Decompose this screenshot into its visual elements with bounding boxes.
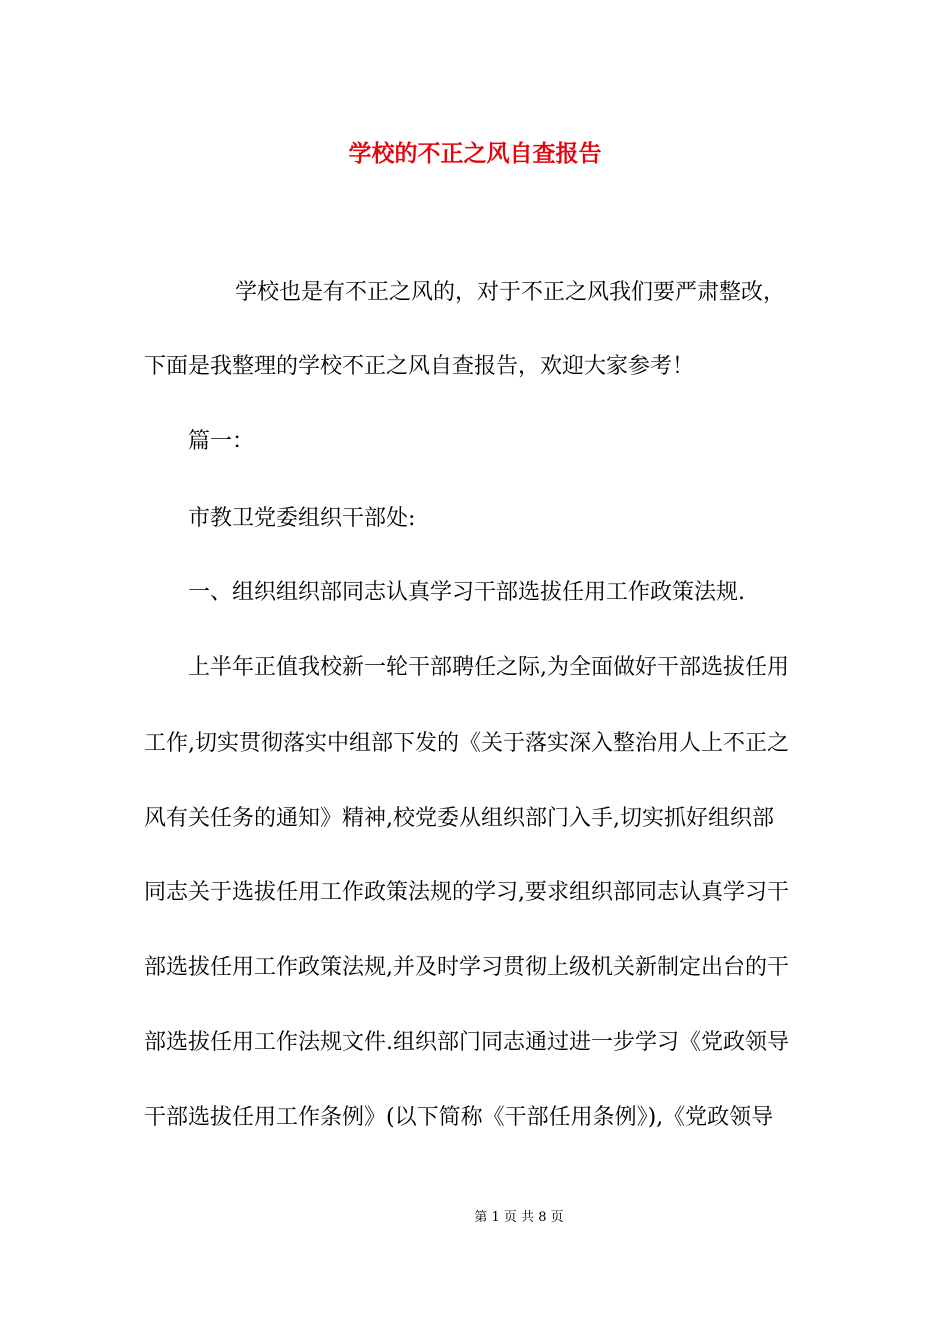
body-line-8: 部选拔任用工作法规文件.组织部门同志通过进一步学习《党政领导 <box>144 1030 789 1055</box>
item-heading-1: 一、组织组织部同志认真学习干部选拔任用工作政策法规. <box>188 580 745 605</box>
document-title: 学校的不正之风自查报告 <box>348 140 602 167</box>
body-line-1: 学校也是有不正之风的，对于不正之风我们要严肃整改， <box>235 280 786 305</box>
body-line-4: 工作,切实贯彻落实中组部下发的《关于落实深入整治用人上不正之 <box>144 731 789 756</box>
page-number-footer: 第 1 页 共 8 页 <box>474 1210 564 1225</box>
body-line-7: 部选拔任用工作政策法规,并及时学习贯彻上级机关新制定出台的干 <box>144 955 789 980</box>
addressee: 市教卫党委组织干部处: <box>188 506 416 531</box>
section-heading: 篇一： <box>188 429 255 454</box>
body-line-2: 下面是我整理的学校不正之风自查报告，欢迎大家参考！ <box>144 354 695 379</box>
body-line-3: 上半年正值我校新一轮干部聘任之际,为全面做好干部选拔任用 <box>188 655 789 680</box>
body-line-9: 干部选拔任用工作条例》(以下简称《干部任用条例》),《党政领导 <box>144 1105 774 1130</box>
body-line-5: 风有关任务的通知》精神,校党委从组织部门入手,切实抓好组织部 <box>144 806 774 831</box>
body-line-6: 同志关于选拔任用工作政策法规的学习,要求组织部同志认真学习干 <box>144 880 789 905</box>
